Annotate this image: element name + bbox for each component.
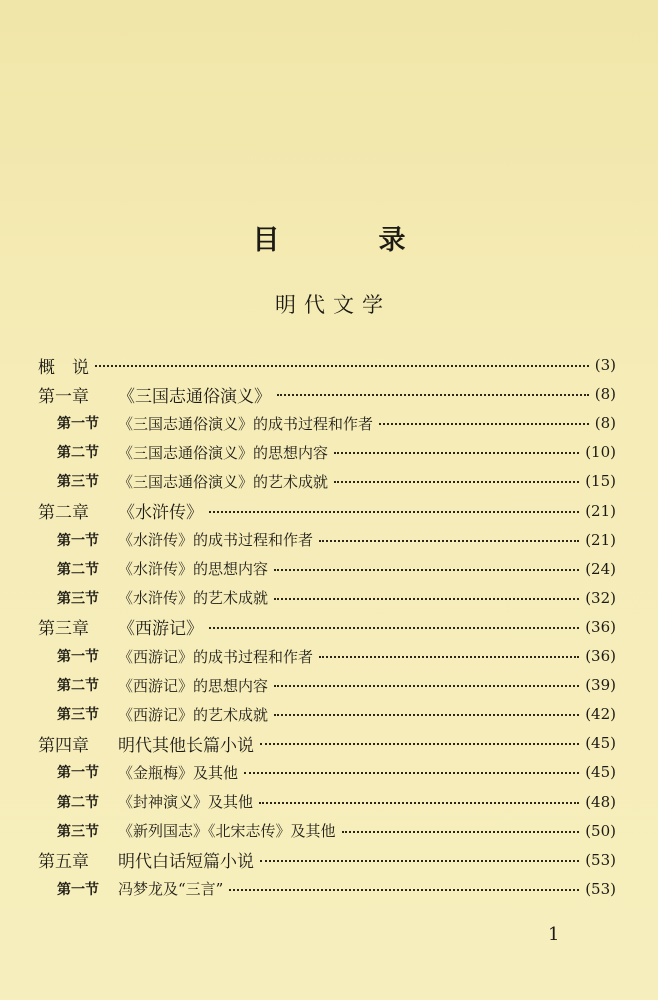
part-title: 明代文学 — [275, 293, 391, 317]
toc-page-number: (21) — [585, 530, 616, 549]
toc-entry-title: 《西游记》的成书过程和作者 — [118, 647, 314, 666]
toc-dot-leader — [274, 569, 579, 571]
toc-page-number: (36) — [585, 617, 616, 636]
toc-entry-label: 第二节 — [57, 678, 99, 695]
toc-entry-title: 《水浒传》的成书过程和作者 — [118, 531, 314, 550]
toc-dot-leader — [209, 511, 579, 513]
toc-dot-leader — [259, 802, 579, 804]
toc-page-number: (53) — [585, 879, 616, 898]
toc-dot-leader — [274, 598, 579, 600]
toc-page-number: (36) — [585, 647, 616, 665]
toc-entry-label: 第三节 — [57, 590, 99, 607]
toc-section-entry[interactable] — [0, 555, 658, 583]
toc-page-number: (53) — [585, 850, 616, 869]
toc-section-entry[interactable] — [0, 700, 658, 728]
toc-entry-label: 第一节 — [57, 881, 99, 898]
toc-page-number: (45) — [585, 763, 616, 782]
toc-section-entry[interactable] — [0, 788, 658, 816]
toc-entry-title: 《金瓶梅》及其他 — [118, 763, 239, 782]
toc-dot-leader — [319, 656, 579, 658]
toc-page-number: (45) — [585, 734, 616, 753]
toc-dot-leader — [379, 423, 589, 425]
toc-entry-title: 《西游记》 — [118, 619, 203, 640]
toc-section-entry[interactable] — [0, 584, 658, 612]
toc-section-entry[interactable] — [0, 467, 658, 495]
toc-entry-label: 第二节 — [57, 794, 99, 811]
toc-entry-label: 第二章 — [38, 503, 89, 523]
toc-chapter-entry[interactable] — [0, 729, 658, 757]
toc-section-entry[interactable] — [0, 438, 658, 466]
toc-entry-label: 第二节 — [57, 561, 99, 578]
toc-entry-label: 第一节 — [57, 416, 99, 433]
toc-dot-leader — [334, 452, 579, 454]
toc-page-number: (3) — [594, 356, 616, 374]
toc-entry-label: 第三节 — [57, 707, 99, 724]
toc-entry-title: 明代其他长篇小说 — [118, 735, 254, 756]
toc-entry-label: 第一节 — [57, 765, 99, 782]
toc-dot-leader — [274, 714, 579, 716]
toc-dot-leader — [277, 394, 589, 396]
toc-page-number: (42) — [585, 705, 616, 724]
toc-entry-label: 第五章 — [38, 852, 89, 873]
toc-page-number: (8) — [594, 385, 616, 404]
toc-page-number: (15) — [585, 472, 616, 491]
toc-entry-label: 第三节 — [57, 474, 99, 491]
folio-number: 1 — [548, 924, 560, 945]
toc-entry-title: 《水浒传》 — [118, 503, 203, 523]
toc-page-number: (21) — [585, 501, 616, 520]
toc-entry-title: 《封神演义》及其他 — [118, 793, 254, 811]
toc-entry-label: 第四章 — [38, 735, 89, 756]
toc-entry-label: 第三节 — [57, 823, 99, 840]
toc-entry-title: 《新列国志》《北宋志传》及其他 — [118, 822, 336, 841]
toc-dot-leader — [260, 860, 579, 862]
page-title: 目 录 — [252, 225, 442, 256]
toc-entry-label: 第一章 — [38, 386, 89, 407]
toc-page-number: (8) — [594, 414, 616, 433]
toc-page-number: (24) — [585, 559, 616, 578]
toc-section-entry[interactable] — [0, 875, 658, 903]
toc-chapter-entry[interactable] — [0, 846, 658, 874]
toc-entry-title: 《三国志通俗演义》的艺术成就 — [118, 472, 329, 491]
toc-chapter-entry[interactable] — [0, 380, 658, 408]
toc-page-number: (10) — [585, 443, 616, 462]
toc-page-number: (32) — [585, 588, 616, 607]
toc-entry-title: 《西游记》的艺术成就 — [118, 705, 269, 724]
toc-dot-leader — [209, 627, 579, 629]
toc-dot-leader — [229, 889, 579, 891]
toc-chapter-entry[interactable] — [0, 613, 658, 641]
toc-dot-leader — [319, 540, 579, 542]
toc-dot-leader — [95, 365, 589, 367]
toc-section-entry[interactable] — [0, 642, 658, 670]
toc-chapter-entry[interactable] — [0, 497, 658, 525]
toc-dot-leader — [342, 831, 580, 833]
toc-page-number: (50) — [585, 821, 616, 840]
toc-entry-label: 第二节 — [57, 445, 99, 462]
toc-page-number: (48) — [585, 792, 616, 811]
toc-entry-title: 《水浒传》的思想内容 — [118, 560, 269, 579]
toc-dot-leader — [274, 685, 579, 687]
toc-section-entry[interactable] — [0, 758, 658, 786]
toc-entry-label: 第三章 — [38, 619, 89, 640]
toc-entry-title: 明代白话短篇小说 — [118, 852, 254, 873]
toc-chapter-entry[interactable] — [0, 351, 658, 379]
toc-entry-title: 冯梦龙及“三言” — [118, 880, 224, 899]
toc-dot-leader — [244, 772, 579, 774]
toc-entry-title: 《三国志通俗演义》的成书过程和作者 — [118, 414, 374, 433]
toc-entry-label: 概 说 — [38, 357, 89, 378]
toc-section-entry[interactable] — [0, 671, 658, 699]
toc-entry-title: 《三国志通俗演义》 — [118, 386, 271, 407]
toc-entry-title: 《西游记》的思想内容 — [118, 676, 269, 695]
toc-section-entry[interactable] — [0, 409, 658, 437]
toc-section-entry[interactable] — [0, 526, 658, 554]
toc-dot-leader — [260, 743, 579, 745]
toc-entry-title: 《三国志通俗演义》的思想内容 — [118, 443, 329, 462]
toc-section-entry[interactable] — [0, 817, 658, 845]
toc-entry-label: 第一节 — [57, 649, 99, 665]
toc-entry-title: 《水浒传》的艺术成就 — [118, 589, 269, 608]
toc-page-number: (39) — [585, 676, 616, 695]
toc-entry-label: 第一节 — [57, 532, 99, 549]
toc-dot-leader — [334, 481, 579, 483]
